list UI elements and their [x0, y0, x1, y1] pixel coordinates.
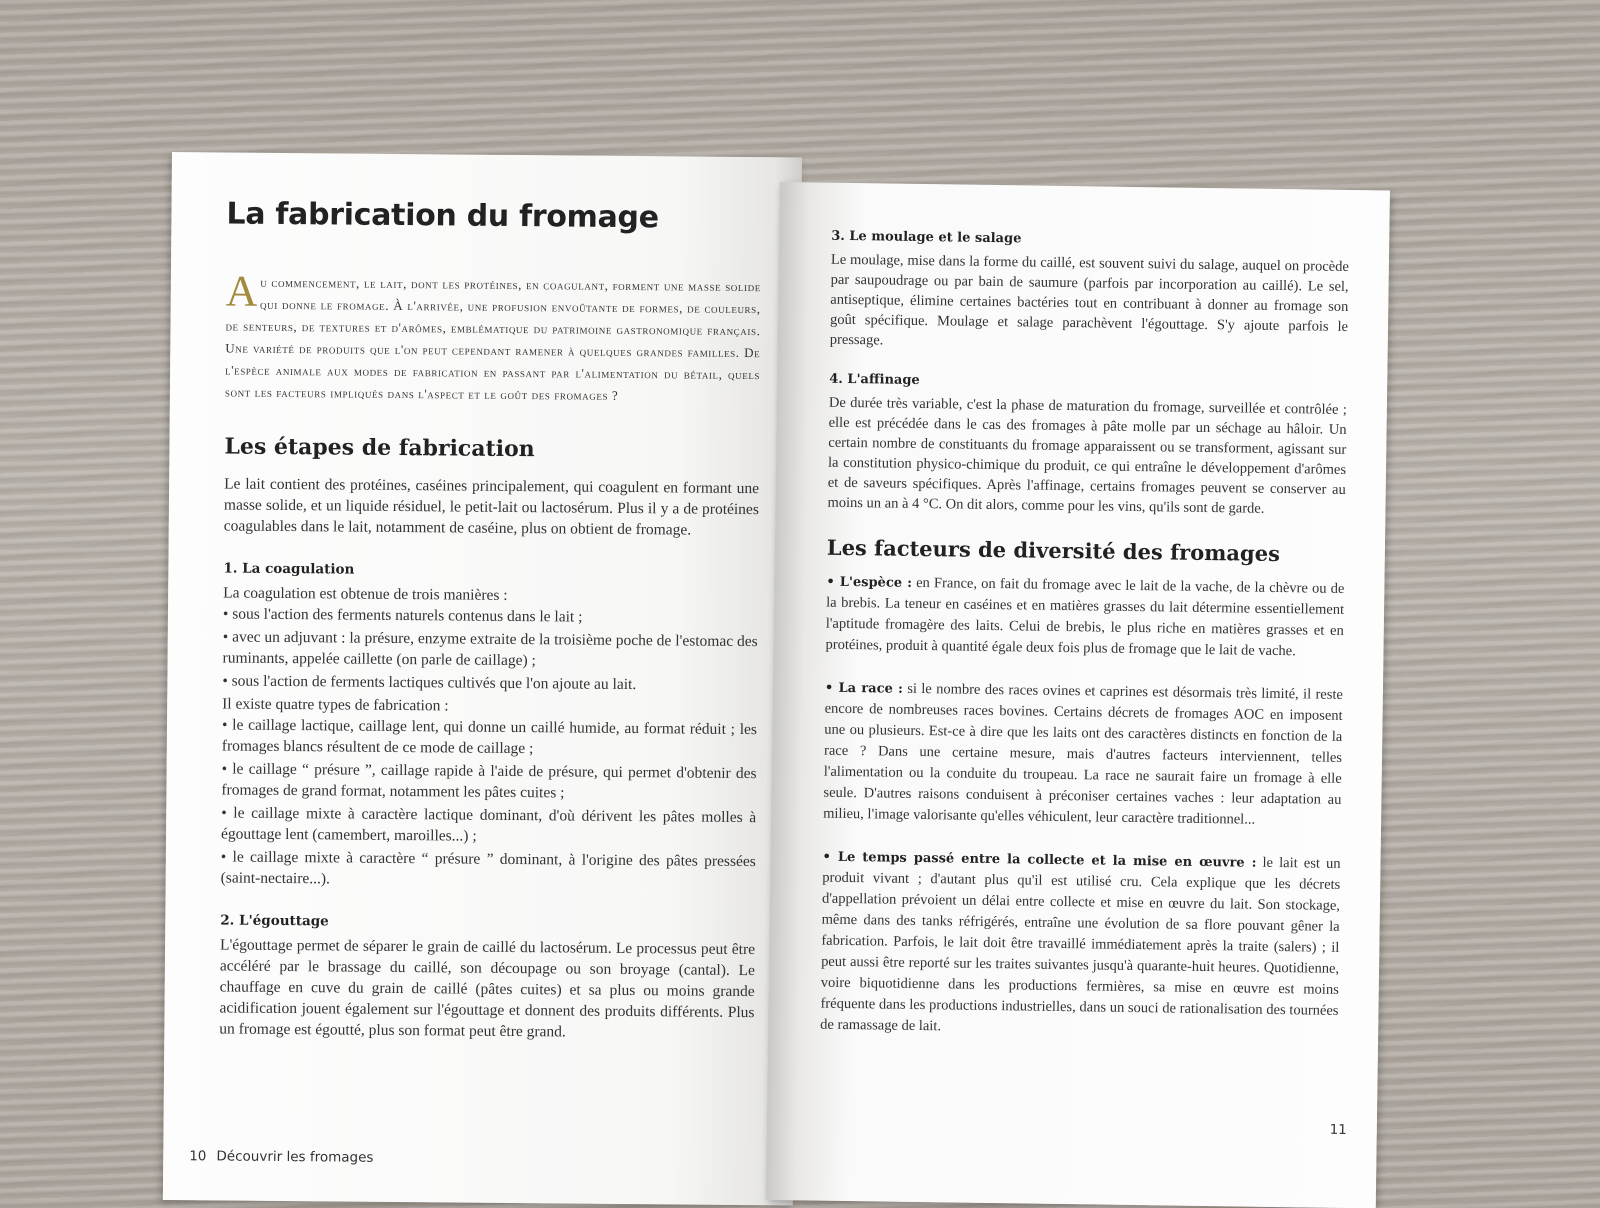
coagulation-methods: [222, 603, 758, 696]
list-item: • le caillage mixte à caractère “ présure ” dominant, à l'origine des pâtes pressées (saint-nectaire...).: [220, 848, 756, 888]
section-title-etapes: Les étapes de fabrication: [224, 433, 535, 463]
coagulation-intro: La coagulation est obtenue de trois manières :: [223, 584, 508, 604]
page-footer-left: [189, 1148, 373, 1166]
affinage-text: De durée très variable, c'est la phase de maturation du fromage, surveillée et contrôlée ; elle est précédée dans le cas des fromages à pâte molle par un séchage au hâloir. Un certain nombre de constituants du fromage apparaissent ou se transforment, agissant sur la constitution physico-chimique du produit, ce qui entraîne le développement d'arômes et de saveurs spécifiques. Après l'affinage, certains fromages peuvent se conserver au moins un an à 4 °C. On dit alors, comme pour les vins, qu'ils sont de garde.: [827, 394, 1347, 517]
factor-espece: [825, 572, 1344, 663]
heading-moulage: 3. Le moulage et le salage: [831, 228, 1022, 247]
egouttage-text: L'égouttage permet de séparer le grain de caillé du lactosérum. Le processus peut être accéléré par le brassage du caillé, son découpage ou son broyage (cantal). Le chauffage en cuve du grain de caillé (pâtes cuites) et sa plus ou moins grande acidification jouent également sur l'égouttage et donnent des produits différents. Plus un fromage est égoutté, plus son format peut être grand.: [219, 936, 756, 1041]
left-page: [163, 152, 802, 1205]
heading-coagulation: 1. La coagulation: [223, 560, 355, 578]
list-item: • sous l'action des ferments naturels contenus dans le lait ;: [222, 605, 583, 626]
types-intro: Il existe quatre types de fabrication :: [222, 695, 449, 715]
heading-affinage: 4. L'affinage: [829, 371, 920, 388]
factor-text: si le nombre des races ovines et caprines est désormais très limité, il reste encore de nombreuses races bovines. Certains décrets de fromages AOC en imposent une ou plusieurs. Est-ce à dire que les laits ont des caractères distincts en fonction de la race ? Dans une certaine mesure, mais d'autres facteurs interviennent, telles l'alimentation ou la conduite du troupeau. La race ne saurait faire un fromage à elle seule. D'autres raisons conduisent à préconiser certaines vaches : leur adaptation au milieu, l'image valorisante qu'elles véhiculent, leur caractère traditionnel...: [823, 680, 1344, 828]
page-title: La fabrication du fromage: [226, 196, 659, 236]
page-number-left: 10: [189, 1148, 207, 1165]
factor-temps: [820, 847, 1341, 1043]
right-page: [766, 182, 1390, 1208]
list-item: • le caillage mixte à caractère lactique dominant, d'où dérivent les pâtes molles à égouttage lent (camembert, maroilles...) ;: [220, 804, 757, 845]
heading-egouttage: 2. L'égouttage: [220, 912, 329, 930]
factor-label: • L'espèce :: [826, 574, 913, 591]
section-title-facteurs: Les facteurs de diversité des fromages: [826, 534, 1281, 567]
book-title-footer: Découvrir les fromages: [216, 1148, 374, 1166]
list-item: • sous l'action de ferments lactiques cultivés que l'on ajoute au lait.: [222, 672, 637, 694]
drop-cap: A: [225, 266, 259, 316]
section-intro: Le lait contient des protéines, caséines principalement, qui coagulent en formant une masse solide, et un liquide résiduel, le petit-lait ou lactosérum. Plus il y a de protéines coagulables dans le lait, notamment de caséine, plus on obtient de fromage.: [223, 475, 760, 539]
list-item: • le caillage “ présure ”, caillage rapide à l'aide de présure, qui permet d'obtenir des fromages de grand format, notamment les pâtes cuites ;: [221, 760, 757, 802]
factor-label: • Le temps passé entre la collecte et la mise en œuvre :: [822, 849, 1257, 871]
list-item: • avec un adjuvant : la présure, enzyme extraite de la troisième poche de l'estomac des ruminants, appelée caillette (on parle de caillage) ;: [222, 628, 758, 670]
intro-text: u commencement, le lait, dont les protéines, en coagulant, forment une masse solide qui donne le fromage. À l'arrivée, une profusion envoûtante de formes, de couleurs, de senteurs, de textures et d'arômes, emblématique du patrimoine gastronomique français. Une variété de produits que l'on peut cependant ramener à quelques grandes familles. De l'espèce animale aux modes de fabrication en passant par l'alimentation du bétail, quels sont les facteurs impliqués dans l'aspect et le goût des fromages ?: [224, 274, 761, 403]
page-number-right: 11: [1329, 1121, 1347, 1139]
factor-label: • La race :: [824, 680, 903, 697]
factor-text: en France, on fait du fromage avec le lait de la vache, de la chèvre ou de la brebis. La teneur en caséines et en matières grasses du lait détermine essentiellement l'aptitude fromagère des laits. Celui de brebis, le plus riche en matières grasses et en protéines, produit à quantité égale deux fois plus de fromage que le lait de vache.: [825, 574, 1345, 660]
intro-paragraph: [224, 266, 761, 408]
list-item: • le caillage lactique, caillage lent, qui donne un caillé humide, au format réduit ; les fromages blancs résultent de ce mode de caillage ;: [221, 716, 758, 758]
moulage-text: Le moulage, mise dans la forme du caillé, est souvent suivi du salage, auquel on procède par saupoudrage ou par bain de saumure (parfois par incorporation au caillé). Le sel, antiseptique, élimine certaines bactéries tout en contribuant à donner au fromage son goût spécifique. Moulage et salage parachèvent l'égouttage. S'y ajoute parfois le pressage.: [829, 251, 1349, 349]
factor-text: le lait est un produit vivant ; d'autant plus qu'il est utilisé cru. Cela explique que les décrets d'appellation prévoient un délai entre collecte et mise en œuvre du lait. Son stockage, même dans des tanks réfrigérés, entraîne une évolution de sa flore pouvant gêner la fabrication. Parfois, le lait doit être travaillé immédiatement après la traite (salers) ; il peut aussi être reporté sur les traites suivantes jusqu'à quarante-huit heures. Quotidienne, voire biquotidienne dans les productions fermières, sa mise en œuvre est moins fréquente dans les productions industrielles, dans un souci de rationalisation des tournées de ramassage de lait.: [820, 854, 1341, 1035]
fabrication-types: [221, 714, 757, 893]
factor-race: [823, 678, 1343, 832]
